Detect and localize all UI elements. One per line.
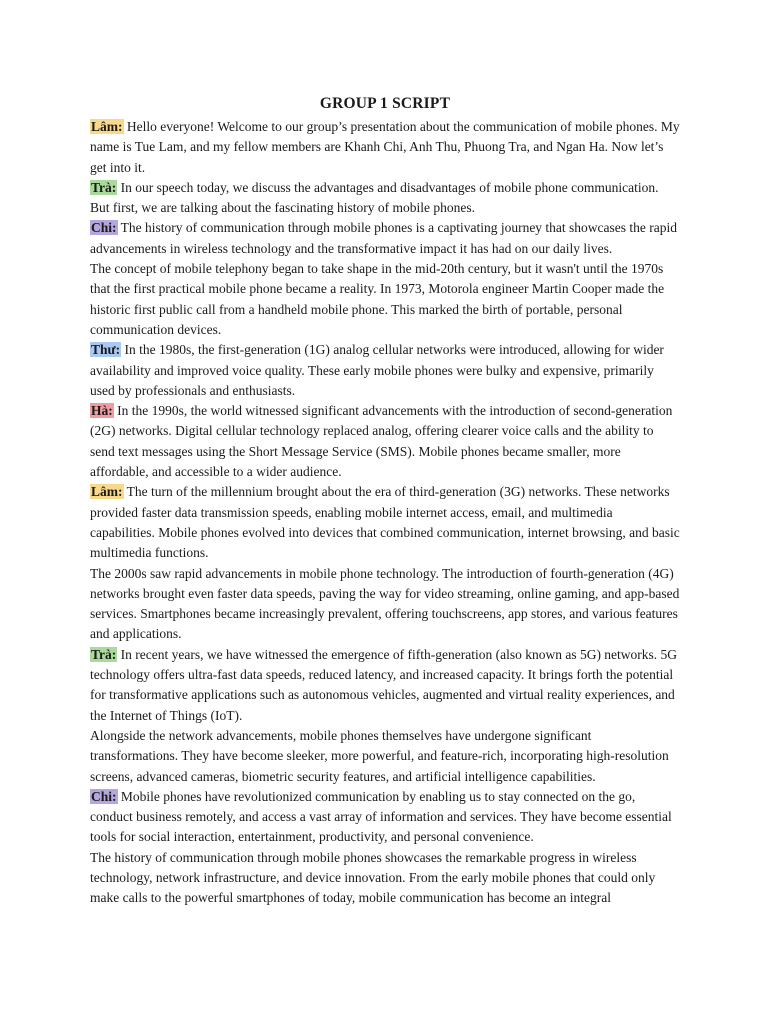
script-paragraph	[90, 564, 680, 645]
speaker-label: Hà:	[91, 403, 113, 419]
paragraph-text: In recent years, we have witnessed the emergence of fifth-generation (also known as 5G) networks. 5G technology offers ultra-fast data speeds, reduced latency, and increased capacity. It brings forth the potential for transformative applications such as autonomous vehicles, augmented and virtual reality experiences, and the Internet of Things (IoT).	[90, 646, 678, 723]
paragraph-text: Alongside the network advancements, mobile phones themselves have undergone significant transformations. They have become sleeker, more powerful, and feature-rich, incorporating high-resolution screens, advanced cameras, biometric security features, and artificial intelligence capabilities.	[90, 727, 669, 784]
script-paragraph	[90, 787, 680, 848]
script-paragraph	[90, 340, 680, 401]
paragraph-text: In our speech today, we discuss the advantages and disadvantages of mobile phone communication. But first, we are talking about the fascinating history of mobile phones.	[90, 179, 659, 216]
script-paragraph	[90, 401, 680, 482]
speaker-label: Thư:	[91, 342, 121, 358]
script-body	[90, 92, 680, 909]
paragraph-text: The history of communication through mobile phones showcases the remarkable progress in wireless technology, network infrastructure, and device innovation. From the early mobile phones that could only make calls to the powerful smartphones of today, mobile communication has become an integral	[90, 849, 656, 906]
script-paragraph	[90, 117, 680, 178]
paragraph-text: The 2000s saw rapid advancements in mobile phone technology. The introduction of fourth-generation (4G) networks brought even faster data speeds, paving the way for video streaming, online gaming, and app-based services. Smartphones became increasingly prevalent, offering touchscreens, app stores, and various features and applications.	[90, 565, 680, 642]
script-paragraph	[90, 259, 680, 340]
speaker-label: Lâm:	[91, 119, 123, 134]
page-title: GROUP 1 SCRIPT	[319, 95, 451, 112]
speaker-label: Trà:	[91, 646, 117, 662]
paragraph-text: In the 1990s, the world witnessed significant advancements with the introduction of second-generation (2G) networks. Digital cellular technology replaced analog, offering clearer voice calls and the ability to send text messages using the Short Message Service (SMS). Mobile phones became smaller, more affordable, and accessible to a wider audience.	[90, 403, 673, 480]
script-paragraph	[90, 178, 680, 219]
paragraph-list	[90, 117, 680, 909]
paragraph-text: Hello everyone! Welcome to our group’s presentation about the communication of mobile phones. My name is Tue Lam, and my fellow members are Khanh Chi, Anh Thu, Phuong Tra, and Ngan Ha. Now let’s get into it.	[90, 119, 680, 175]
paragraph-text: In the 1980s, the first-generation (1G) analog cellular networks were introduced, allowing for wider availability and improved voice quality. These early mobile phones were bulky and expensive, primarily used by professionals and enthusiasts.	[90, 342, 664, 398]
speaker-label: Trà:	[91, 179, 117, 195]
script-paragraph	[90, 482, 680, 563]
paragraph-text: The turn of the millennium brought about the era of third-generation (3G) networks. These networks provided faster data transmission speeds, enabling mobile internet access, email, and multimedia capabilities. Mobile phones evolved into devices that combined communication, internet browsing, and basic multimedia functions.	[90, 484, 680, 561]
script-paragraph	[90, 848, 680, 909]
speaker-label: Lâm:	[91, 484, 123, 500]
script-paragraph	[90, 645, 680, 726]
paragraph-text: Mobile phones have revolutionized communication by enabling us to stay connected on the go, conduct business remotely, and access a vast array of information and services. They have become essential tools for social interaction, entertainment, productivity, and personal convenience.	[90, 788, 672, 845]
paragraph-text: The concept of mobile telephony began to take shape in the mid-20th century, but it wasn't until the 1970s that the first practical mobile phone became a reality. In 1973, Motorola engineer Martin Cooper made the historic first public call from a handheld mobile phone. This marked the birth of portable, personal communication devices.	[90, 261, 665, 337]
script-paragraph	[90, 218, 680, 259]
script-paragraph	[90, 726, 680, 787]
paragraph-text: The history of communication through mobile phones is a captivating journey that showcases the rapid advancements in wireless technology and the transformative impact it has had on our daily lives.	[90, 220, 678, 256]
speaker-label: Chi:	[91, 220, 117, 236]
speaker-label: Chi:	[91, 788, 117, 804]
